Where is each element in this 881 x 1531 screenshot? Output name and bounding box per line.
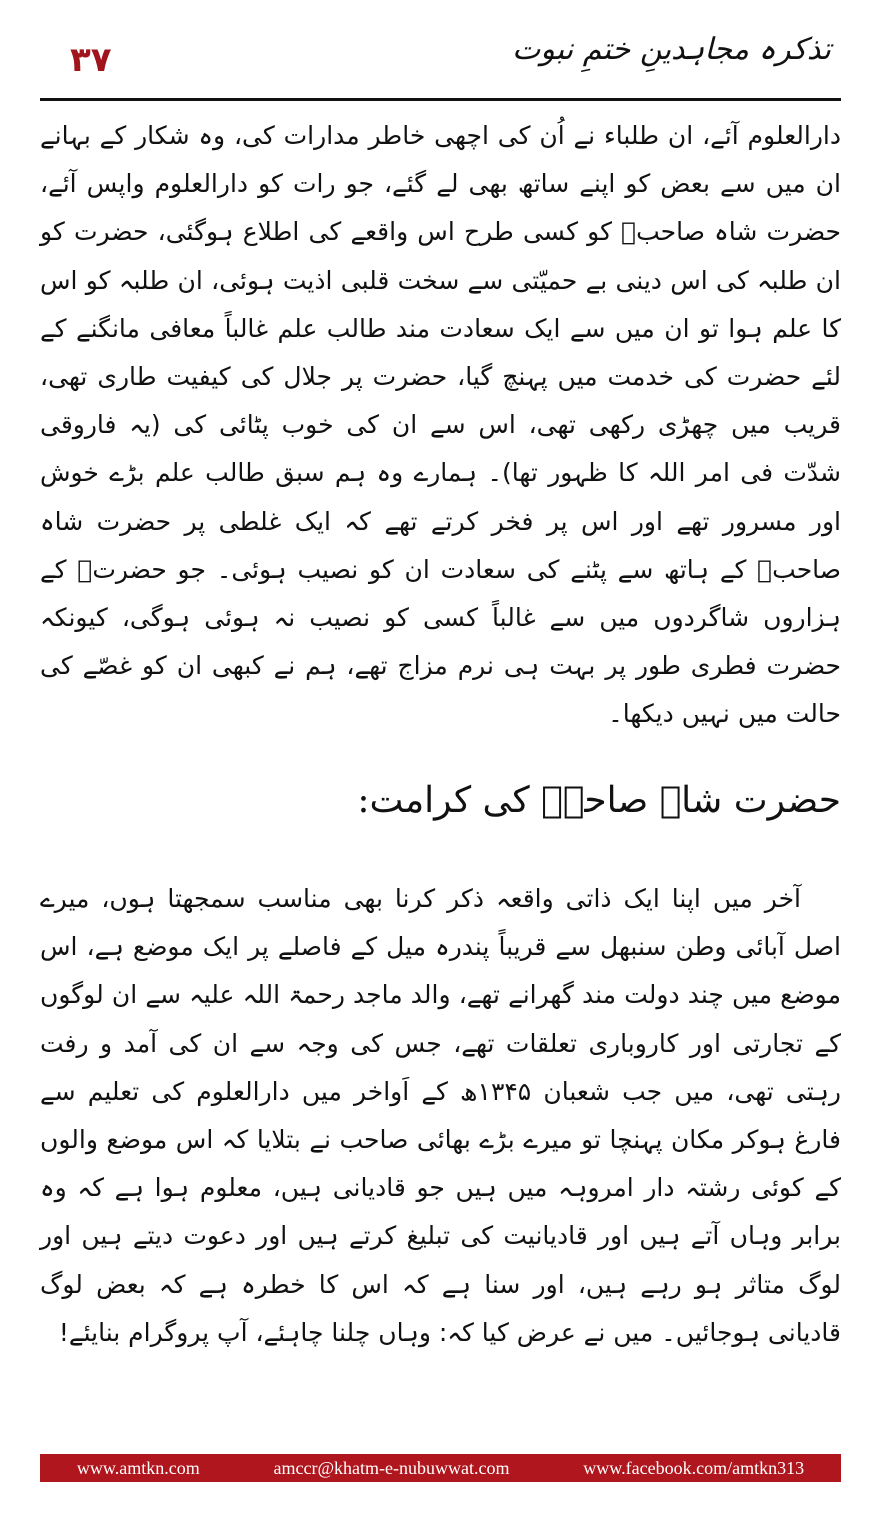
- body-paragraph-1: [40, 112, 841, 739]
- body-paragraph-2: [40, 875, 841, 1357]
- header-divider: [40, 98, 841, 101]
- email-link[interactable]: amccr@khatm-e-nubuwwat.com: [273, 1457, 510, 1478]
- facebook-link[interactable]: www.facebook.com/amtkn313: [583, 1457, 805, 1478]
- website-link[interactable]: www.amtkn.com: [76, 1457, 200, 1478]
- section-heading: حضرت شاہ صاحبؒ کی کرامت:: [357, 780, 841, 821]
- paragraph-text: دارالعلوم آئے، ان طلباء نے اُن کی اچھی خاطر مدارات کی، وہ شکار کے بہانے ان میں سے بعض کو اپنے ساتھ بھی لے گئے، جو رات کو دارالعلوم واپس آئے، حضرت شاہ صاحبؒ کو کسی طرح اس واقعے کی اطلاع ہوگئی، حضرت کو ان طلبہ کی اس دینی بے حمیّتی سے سخت قلبی اذیت ہوئی، ان طلبہ کو اس کا علم ہوا تو ان میں سے ایک سعادت مند طالب علم غالباً معافی مانگنے کے لئے حضرت کی خدمت میں پہنچ گیا، حضرت پر جلال کی کیفیت طاری تھی، قریب میں چھڑی رکھی تھی، اس سے ان کی خوب پٹائی کی (یہ فاروقی شدّت فی امر اللہ کا ظہور تھا)۔ ہمارے وہ ہم سبق طالب علم بڑے خوش اور مسرور تھے اور اس پر فخر کرتے تھے کہ ایک غلطی پر حضرت شاہ صاحبؒ کے ہاتھ سے پٹنے کی سعادت ان کو نصیب ہوئی۔ جو حضرتؒ کے ہزاروں شاگردوں میں سے غالباً کسی کو نصیب نہ ہوئی ہوگی، کیونکہ حضرت فطری طور پر بہت ہی نرم مزاج تھے، ہم نے کبھی ان کو غصّے کی حالت میں نہیں دیکھا۔: [40, 121, 841, 729]
- book-title: تذکرہ مجاہدینِ ختمِ نبوت: [512, 32, 831, 67]
- page-header: [40, 22, 841, 102]
- paragraph-text: آخر میں اپنا ایک ذاتی واقعہ ذکر کرنا بھی مناسب سمجھتا ہوں، میرے اصل آبائی وطن سنبھل سے قریباً پندرہ میل کے فاصلے پر ایک موضع ہے، اس موضع میں چند دولت مند گھرانے تھے، والد ماجد رحمۃ اللہ علیہ سے ان لوگوں کے تجارتی اور کاروباری تعلقات تھے، جس کی وجہ سے ان کی آمد و رفت رہتی تھی، میں جب شعبان ۱۳۴۵ھ کے اَواخر میں دارالعلوم کی تعلیم سے فارغ ہوکر مکان پہنچا تو میرے بڑے بھائی صاحب نے بتلایا کہ اس موضع والوں کے کوئی رشتہ دار امروہہ میں ہیں جو قادیانی ہیں، معلوم ہوا ہے کہ وہ برابر وہاں آتے ہیں اور قادیانیت کی تبلیغ کرتے ہیں اور دعوت دیتے ہیں اور لوگ متاثر ہو رہے ہیں، اور سنا ہے کہ اس کا خطرہ ہے کہ بعض لوگ قادیانی ہوجائیں۔ میں نے عرض کیا کہ: وہاں چلنا چاہئے، آپ پروگرام بنایئے!: [40, 884, 841, 1347]
- page-number: ۳۷: [70, 40, 112, 80]
- footer-bar: [40, 1454, 841, 1482]
